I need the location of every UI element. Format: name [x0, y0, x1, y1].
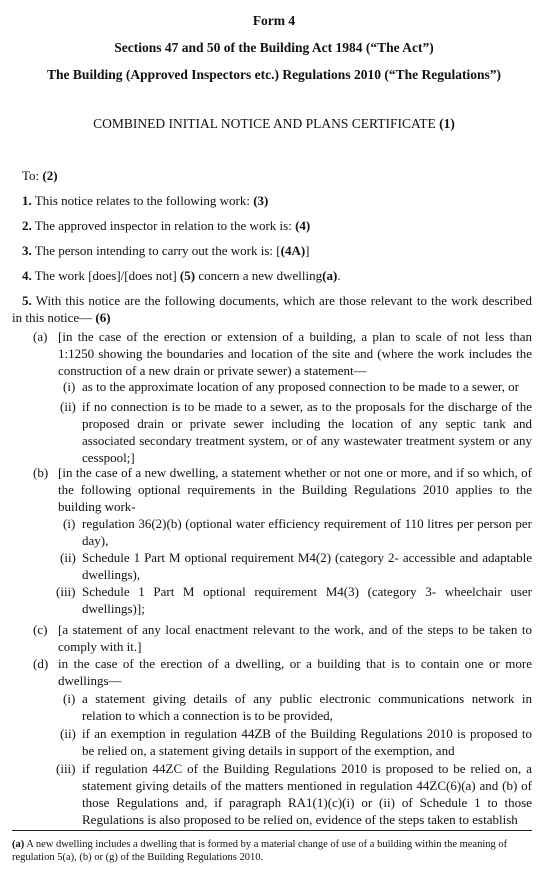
- footnote-divider: [12, 830, 532, 831]
- sub-item-text: a statement giving details of any public electronic communications network in relation to which a connection is to be provided,: [82, 691, 532, 723]
- item-1: [22, 192, 532, 209]
- item-3: [22, 242, 532, 259]
- footnote: [12, 838, 532, 864]
- sub-item-text: Schedule 1 Part M optional requirement M4(3) (category 3- wheelchair user dwellings)];: [82, 584, 532, 616]
- item-text: The person intending to carry out the work is: [: [34, 243, 281, 258]
- item-text: With this notice are the following documents, which are those relevant to the work described: [35, 293, 532, 308]
- item-number: 2.: [22, 218, 32, 233]
- item-number: 3.: [22, 243, 32, 258]
- sub-item-text: [in the case of a new dwelling, a statement whether or not one or more, and if so which, of the following optional requirements in the Building Regulations 2010 applies to the building work-: [58, 465, 532, 514]
- item-ref: (5): [179, 268, 196, 283]
- item-ref: (4A): [280, 243, 306, 258]
- item-2: [22, 217, 532, 234]
- sub-item-text: [a statement of any local enactment relevant to the work, and of the steps to be taken to comply with it.]: [58, 622, 532, 654]
- sub-item-label: (i): [63, 691, 76, 706]
- to-label: To:: [22, 168, 40, 183]
- sub-item-label: (b): [33, 465, 49, 480]
- sub-item-text: as to the approximate location of any proposed connection to be made to a sewer, or: [82, 379, 520, 394]
- notice-title-ref: (1): [439, 116, 455, 131]
- regulations-heading: The Building (Approved Inspectors etc.) Regulations 2010 (“The Regulations”): [47, 67, 501, 82]
- sub-item-text: Schedule 1 Part M optional requirement M4(2) (category 2- accessible and adaptable dwellings),: [82, 550, 532, 582]
- sub-item-label: (ii): [60, 399, 76, 414]
- item-text: in this notice—: [12, 310, 93, 325]
- item-ref: (6): [95, 310, 111, 325]
- sub-item-text: [in the case of the erection or extension of a building, a plan to scale of not less than 1:1250 showing the boundaries and location of the site and (where the work includes the construction of a new drain or private sewer) a statement—: [58, 329, 532, 378]
- sub-item-label: (a): [33, 329, 48, 344]
- to-ref: (2): [42, 168, 58, 183]
- footnote-text: A new dwelling includes a dwelling that is formed by a material change of use of a building within the meaning of regulation 5(a), (b) or (g) of the Building Regulations 2010.: [12, 839, 508, 863]
- item-text: The work [does]/[does not]: [34, 268, 177, 283]
- item-after: ]: [305, 243, 310, 258]
- item-text: This notice relates to the following work:: [34, 193, 250, 208]
- sub-item-label: (iii): [56, 761, 76, 776]
- item-ref: (3): [253, 193, 269, 208]
- item-text: The approved inspector in relation to the work is:: [34, 218, 292, 233]
- item-5-line2: [12, 309, 532, 326]
- sub-item-label: (iii): [56, 584, 76, 599]
- to-line: [22, 167, 532, 184]
- sub-item-text: regulation 36(2)(b) (optional water efficiency requirement of 110 litres per person per day),: [82, 516, 532, 548]
- sub-item-label: (d): [33, 656, 49, 671]
- sub-item-label: (ii): [60, 726, 76, 741]
- sub-item-label: (i): [63, 379, 76, 394]
- sub-item-text: in the case of the erection of a dwelling, or a building that is to contain one or more dwellings—: [58, 656, 532, 688]
- footnote-label: (a): [12, 839, 25, 850]
- sub-item-label: (ii): [60, 550, 76, 565]
- item-5-line1: [22, 292, 532, 309]
- item-number: 5.: [22, 293, 32, 308]
- sub-item-text: if an exemption in regulation 44ZB of the Building Regulations 2010 is proposed to be relied on, a statement giving details in support of the exemption, and: [82, 726, 532, 758]
- notice-title-text: COMBINED INITIAL NOTICE AND PLANS CERTIFICATE: [93, 116, 436, 131]
- sub-item-text: if regulation 44ZC of the Building Regulations 2010 is proposed to be relied on, a statement giving details of the matters mentioned in regulation 44ZC(6)(a) and (b) of those Regulations and, if paragraph RA1(1)(c)(i) or (ii) of Schedule 1 to those Regulations is also proposed to be relied on, evidence of the steps taken to establish: [82, 761, 532, 827]
- item-after: concern a new dwelling: [198, 268, 323, 283]
- sub-item-label: (i): [63, 516, 76, 531]
- form-number: Form 4: [252, 13, 296, 28]
- sub-item-label: (c): [33, 622, 48, 637]
- item-ref: (4): [295, 218, 311, 233]
- sections-heading: Sections 47 and 50 of the Building Act 1984 (“The Act”): [114, 40, 434, 55]
- item-number: 1.: [22, 193, 32, 208]
- item-4: [22, 267, 532, 284]
- notice-title: [0, 115, 548, 132]
- sub-item-text: if no connection is to be made to a sewer, as to the proposals for the discharge of the proposed drain or private sewer including the location of any septic tank and associated secondary treatment system, or of any wastewater treatment system or any cesspool;]: [82, 399, 532, 465]
- item-end: .: [337, 268, 341, 283]
- item-number: 4.: [22, 268, 32, 283]
- footnote-ref: (a): [322, 268, 338, 283]
